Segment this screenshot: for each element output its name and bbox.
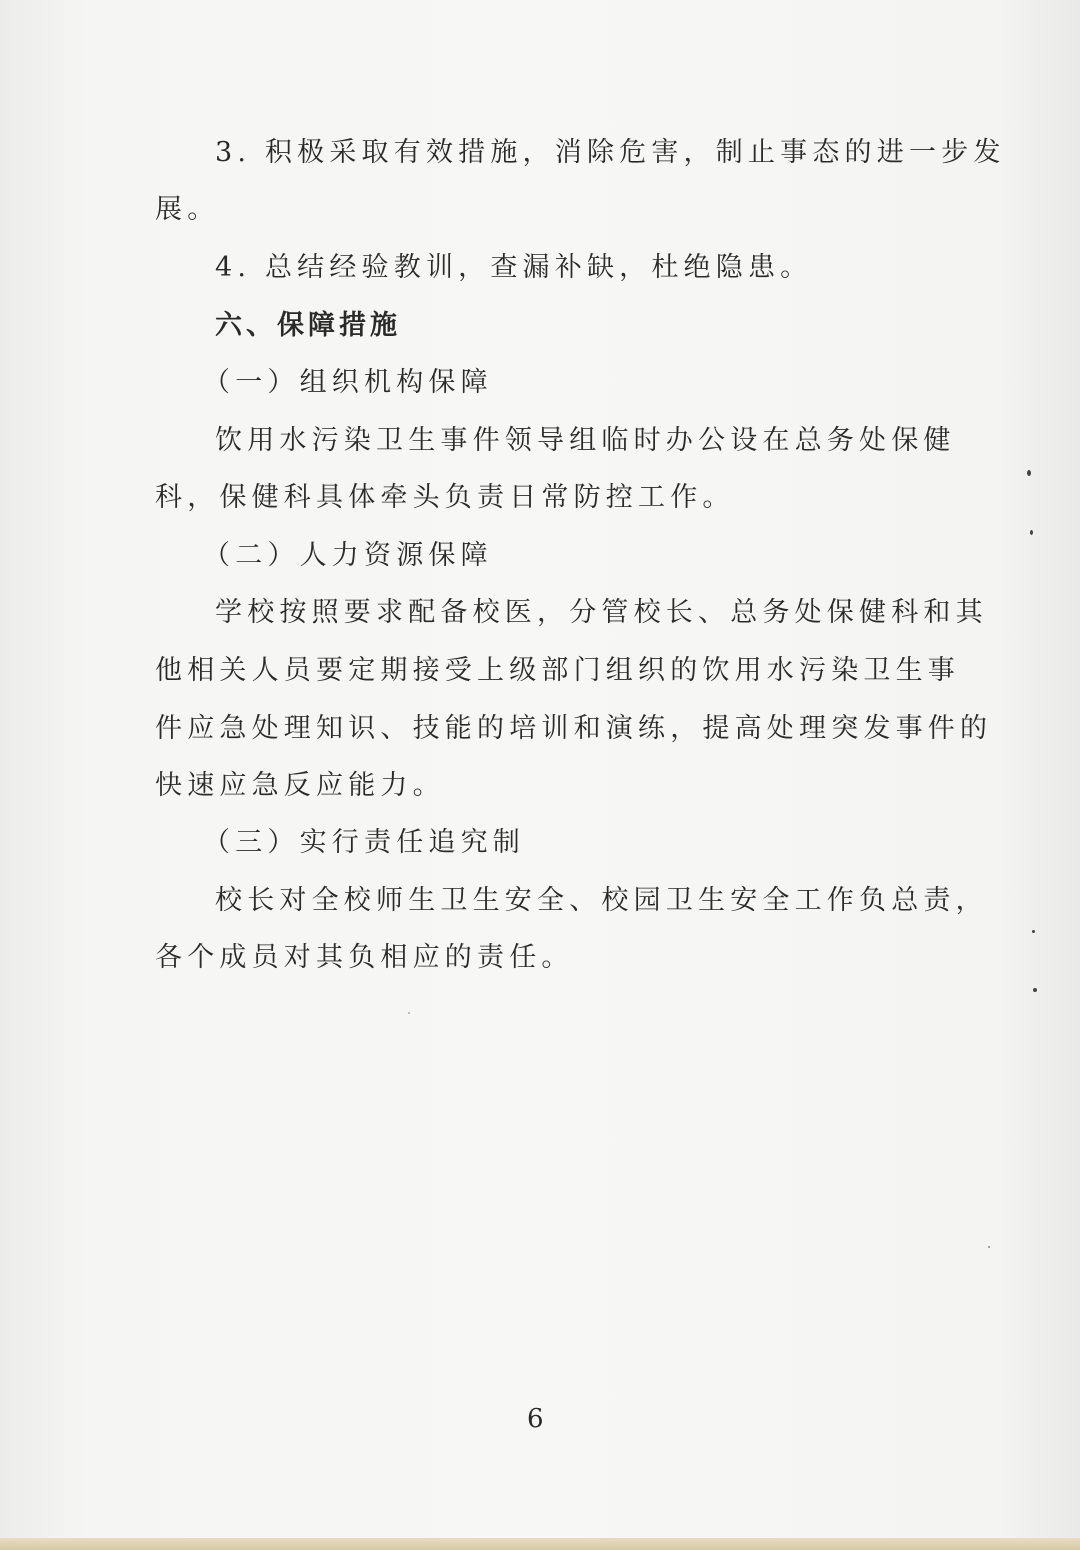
paragraph-line: 他相关人员要定期接受上级部门组织的饮用水污染卫生事 bbox=[155, 655, 960, 686]
paragraph-line: 快速应急反应能力。 bbox=[155, 770, 445, 801]
paragraph-line: 展。 bbox=[155, 194, 220, 225]
paragraph-line: 件应急处理知识、技能的培训和演练，提高处理突发事件的 bbox=[155, 713, 993, 744]
paragraph-line: 3. 积极采取有效措施，消除危害，制止事态的进一步发 bbox=[215, 137, 1006, 168]
scan-speck bbox=[1033, 988, 1037, 992]
subsection-heading: （一）组织机构保障 bbox=[203, 367, 493, 398]
subsection-heading: （三）实行责任追究制 bbox=[203, 827, 525, 858]
subsection-heading: （二）人力资源保障 bbox=[203, 540, 493, 571]
paragraph-line: 校长对全校师生卫生安全、校园卫生安全工作负总责， bbox=[215, 885, 988, 916]
scan-speck bbox=[1030, 530, 1033, 535]
scan-speck bbox=[408, 1012, 410, 1014]
scan-speck bbox=[1032, 930, 1035, 933]
page-bottom-edge bbox=[0, 1538, 1080, 1550]
page-number: 6 bbox=[527, 1404, 544, 1434]
scan-speck bbox=[988, 1246, 990, 1248]
paragraph-line: 学校按照要求配备校医，分管校长、总务处保健科和其 bbox=[215, 597, 988, 628]
paragraph-line: 科，保健科具体牵头负责日常防控工作。 bbox=[155, 482, 735, 513]
section-heading: 六、保障措施 bbox=[215, 310, 401, 341]
paragraph-line: 各个成员对其负相应的责任。 bbox=[155, 942, 574, 973]
scan-speck bbox=[1027, 470, 1031, 476]
paragraph-line: 饮用水污染卫生事件领导组临时办公设在总务处保健 bbox=[215, 425, 956, 456]
paragraph-line: 4. 总结经验教训，查漏补缺，杜绝隐患。 bbox=[215, 252, 813, 283]
